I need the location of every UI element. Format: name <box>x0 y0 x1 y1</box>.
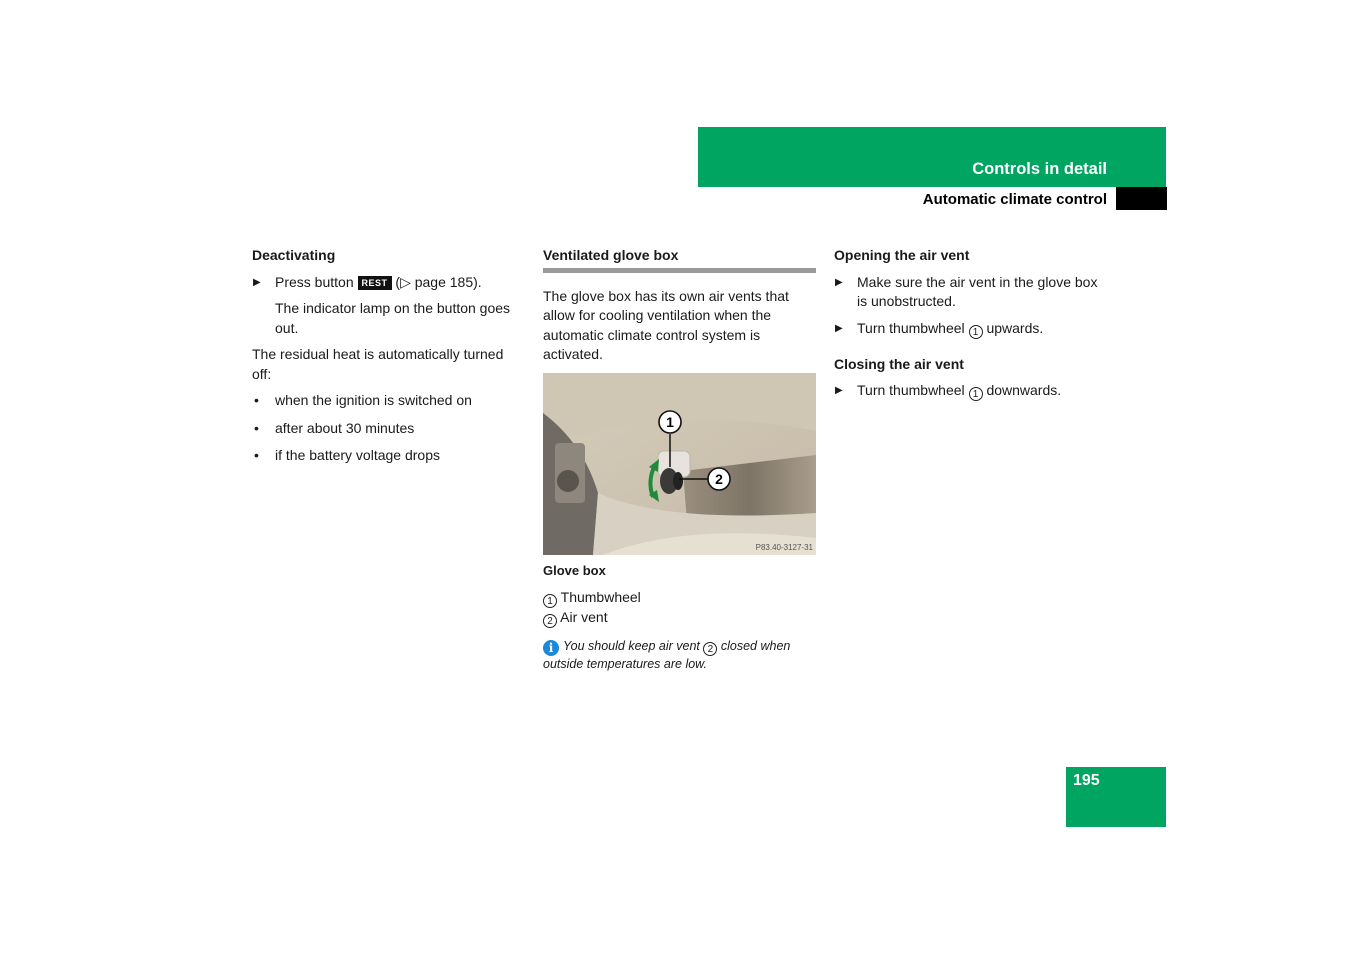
step-press-button: ▶ Press button REST (▷ page 185). <box>252 273 525 293</box>
number-1-icon: 1 <box>543 594 557 608</box>
list-item: • if the battery voltage drops <box>252 446 525 466</box>
number-1-icon: 1 <box>969 325 983 339</box>
list-item: • when the ignition is switched on <box>252 391 525 411</box>
number-2-icon: 2 <box>543 614 557 628</box>
page-number: 195 <box>1073 772 1100 789</box>
triangle-right-icon: ▶ <box>835 385 843 396</box>
number-1-icon: 1 <box>969 387 983 401</box>
legend-item: 2 Air vent <box>543 608 816 628</box>
bullet-dot-icon: • <box>254 419 259 436</box>
glove-box-intro: The glove box has its own air vents that allow for cooling ventilation when the automatic climate control system is activated. <box>543 287 789 362</box>
bullet-dot-icon: • <box>254 392 259 408</box>
legend-item: 1 Thumbwheel <box>543 588 816 608</box>
column-air-vent <box>834 246 1107 408</box>
step-result: The indicator lamp on the button goes out. <box>275 300 511 336</box>
column-deactivating <box>252 246 525 474</box>
rest-button-icon: REST <box>358 276 392 290</box>
callout-1: 1 <box>666 413 674 430</box>
step-check-unobstructed: ▶ Make sure the air vent in the glove box is unobstructed. <box>835 273 1098 309</box>
triangle-right-icon: ▶ <box>253 276 261 288</box>
callout-2: 2 <box>715 470 723 487</box>
number-2-icon: 2 <box>703 642 717 656</box>
step-turn-downwards: ▶ Turn thumbwheel 1 downwards. <box>835 382 1062 400</box>
heading-closing-air-vent: Closing the air vent <box>834 355 964 372</box>
image-code: P83.40-3127-31 <box>755 542 813 552</box>
info-icon: i <box>543 640 559 656</box>
triangle-right-icon: ▶ <box>835 276 843 288</box>
heading-deactivating: Deactivating <box>252 247 336 263</box>
section-title: Automatic climate control <box>922 191 1107 208</box>
bullet-dot-icon: • <box>254 447 259 463</box>
residual-heat-para: The residual heat is automatically turned off: <box>252 346 504 382</box>
column-glove-box <box>543 246 816 673</box>
triangle-right-icon: ▶ <box>835 322 843 334</box>
heading-ventilated-glove-box: Ventilated glove box <box>543 246 816 273</box>
list-item: • after about 30 minutes <box>252 419 525 439</box>
info-note: i You should keep air vent 2 closed when outside temperatures are low. <box>543 639 791 671</box>
glove-box-photo <box>543 373 816 555</box>
chapter-title: Controls in detail <box>972 160 1107 178</box>
figure-caption: Glove box <box>543 562 606 578</box>
step-turn-upwards: ▶ Turn thumbwheel 1 upwards. <box>835 319 1044 338</box>
heading-opening-air-vent: Opening the air vent <box>834 247 970 263</box>
section-marker <box>1116 187 1167 210</box>
